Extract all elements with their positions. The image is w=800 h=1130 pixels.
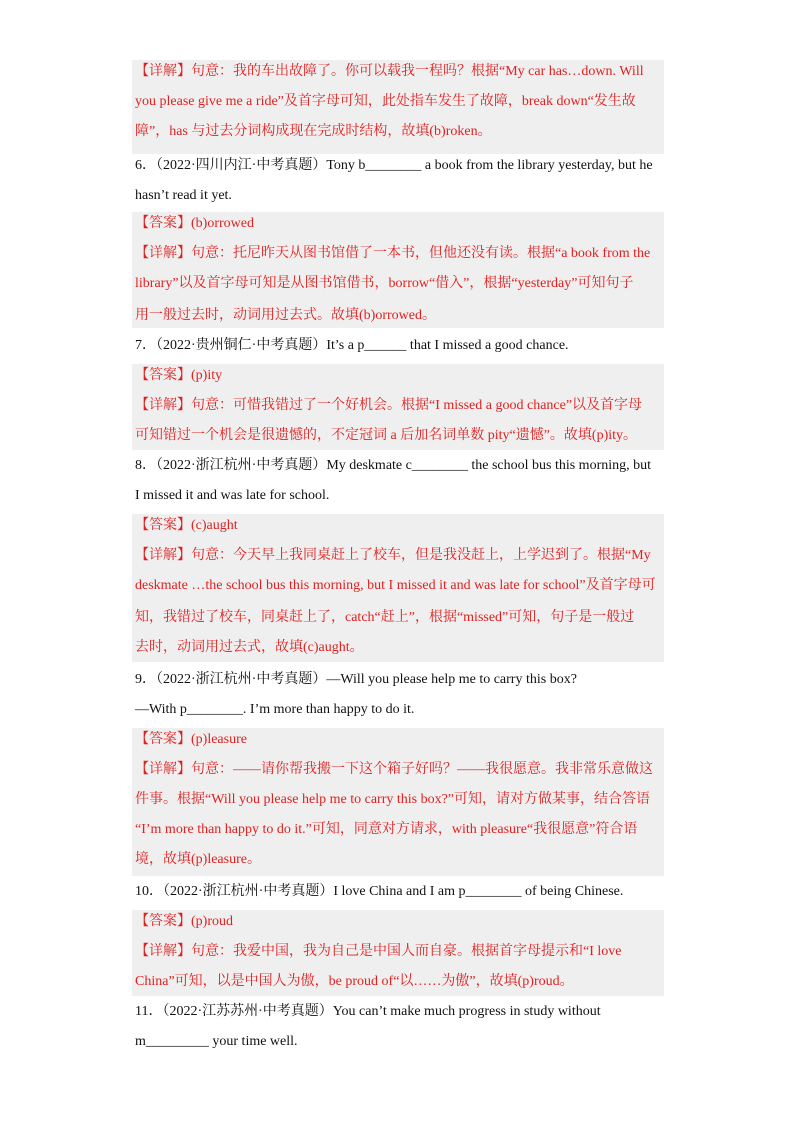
- question-line: 10．（2022·浙江杭州·中考真题）I love China and I am p________ of being Chinese.: [135, 884, 624, 899]
- analysis-line: 【详解】句意：托尼昨天从图书馆借了一本书，但他还没有读。根据“a book from the: [135, 246, 651, 261]
- analysis-line: 件事。根据“Will you please help me to carry this box?”可知，请对方做某事，结合答语: [135, 792, 651, 807]
- answer-block-6: [132, 212, 664, 328]
- question-10: [132, 882, 664, 912]
- analysis-line: 知，我错过了校车，同桌赶上了，catch“赶上”，根据“missed”可知，句子是一般过: [135, 610, 635, 625]
- analysis-line: you please give me a ride”及首字母可知，此处指车发生了故障，break down“发生故: [135, 94, 636, 109]
- question-6: [132, 154, 664, 216]
- answer-block-8: [132, 514, 664, 662]
- question-9: [132, 670, 664, 728]
- analysis-line: 境，故填(p)leasure。: [135, 852, 261, 867]
- analysis-line: 【详解】句意：我爱中国，我为自己是中国人而自豪。根据首字母提示和“I love: [135, 944, 622, 959]
- question-line: 11．（2022·江苏苏州·中考真题）You can’t make much progress in study without: [135, 1004, 601, 1019]
- question-line: 9．（2022·浙江杭州·中考真题）—Will you please help me to carry this box?: [135, 672, 577, 687]
- question-7: [132, 336, 664, 366]
- answer-label: 【答案】(c)aught: [135, 518, 238, 533]
- analysis-line: 【详解】句意：可惜我错过了一个好机会。根据“I missed a good chance”以及首字母: [135, 398, 643, 413]
- analysis-line: 【详解】句意：今天早上我同桌赶上了校车，但是我没赶上，上学迟到了。根据“My: [135, 548, 651, 563]
- analysis-line: 去时，动词用过去式，故填(c)aught。: [135, 640, 364, 655]
- answer-label: 【答案】(p)ity: [135, 368, 223, 383]
- analysis-line: 【详解】句意：我的车出故障了。你可以载我一程吗？根据“My car has…down. Will: [135, 64, 644, 79]
- question-11: [132, 1002, 664, 1062]
- analysis-line: deskmate …the school bus this morning, but I missed it and was late for school”及首字母可: [135, 578, 656, 593]
- question-line: 6．（2022·四川内江·中考真题）Tony b________ a book from the library yesterday, but he: [135, 158, 653, 173]
- question-line: 8．（2022·浙江杭州·中考真题）My deskmate c________ the school bus this morning, but: [135, 458, 652, 473]
- question-8: [132, 456, 664, 516]
- analysis-line: China”可知，以是中国人为傲，be proud of“以……为傲”，故填(p)roud。: [135, 974, 574, 989]
- answer-block-7: [132, 364, 664, 450]
- answer-block-10: [132, 910, 664, 996]
- answer-block-9: [132, 728, 664, 876]
- answer-label: 【答案】(b)orrowed: [135, 216, 254, 231]
- question-line: 7．（2022·贵州铜仁·中考真题）It’s a p______ that I missed a good chance.: [135, 338, 569, 353]
- analysis-line: 可知错过一个机会是很遗憾的，不定冠词 a 后加名词单数 pity“遗憾”。故填(p)ity。: [135, 428, 638, 443]
- question-line: I missed it and was late for school.: [135, 488, 330, 503]
- question-line: hasn’t read it yet.: [135, 188, 232, 203]
- answer-label: 【答案】(p)roud: [135, 914, 233, 929]
- analysis-line: “I’m more than happy to do it.”可知，同意对方请求，with pleasure“我很愿意”符合语: [135, 822, 638, 837]
- analysis-line: 【详解】句意：——请你帮我搬一下这个箱子好吗？——我很愿意。我非常乐意做这: [135, 762, 653, 777]
- question-line: m_________ your time well.: [135, 1034, 298, 1049]
- analysis-block-5: [132, 60, 664, 154]
- answer-label: 【答案】(p)leasure: [135, 732, 247, 747]
- analysis-line: library”以及首字母可知是从图书馆借书，borrow“借入”，根据“yesterday”可知句子: [135, 276, 634, 291]
- analysis-line: 用一般过去时，动词用过去式。故填(b)orrowed。: [135, 308, 436, 323]
- analysis-line: 障”，has 与过去分词构成现在完成时结构，故填(b)roken。: [135, 124, 492, 139]
- question-line: —With p________. I’m more than happy to do it.: [135, 702, 415, 717]
